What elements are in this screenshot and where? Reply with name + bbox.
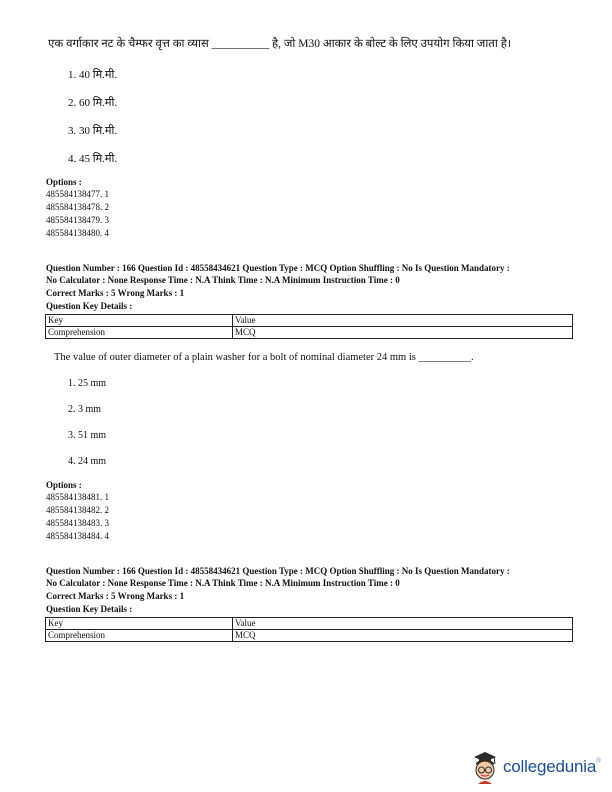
table-row bbox=[46, 315, 573, 327]
q2-option-4: 4. 24 mm bbox=[68, 456, 107, 467]
q2-option-id-2: 485584138482. 2 bbox=[46, 505, 109, 515]
question-1-text: एक वर्गाकार नट के चैम्फर वृत्त का व्यास __________ है, जो M30 आकार के बोल्ट के लिए उपयोग किया जाता है। bbox=[48, 38, 512, 50]
q2-option-3: 3. 51 mm bbox=[68, 430, 107, 441]
q1-option-3: 3. 30 मि.मी. bbox=[68, 125, 118, 137]
meta1-line1: Question Number : 166 Question Id : 48558434621 Question Type : MCQ Option Shuffling : No Is Question Mandatory : bbox=[46, 263, 510, 273]
q1-option-id-3: 485584138479. 3 bbox=[46, 215, 109, 225]
q1-option-id-4: 485584138480. 4 bbox=[46, 228, 109, 238]
q1-option-1: 1. 40 मि.मी. bbox=[68, 69, 118, 81]
q1-options-label: Options : bbox=[46, 177, 82, 187]
table-header-key: Key bbox=[46, 618, 233, 630]
table-cell-value: MCQ bbox=[233, 327, 573, 339]
question-2-text: The value of outer diameter of a plain washer for a bolt of nominal diameter 24 mm is __________. bbox=[54, 352, 474, 363]
meta1-key-table bbox=[45, 314, 573, 339]
q1-option-id-2: 485584138478. 2 bbox=[46, 202, 109, 212]
q2-option-id-1: 485584138481. 1 bbox=[46, 492, 109, 502]
collegedunia-logo-text: collegeduniaⓇ bbox=[503, 757, 601, 776]
table-row bbox=[46, 618, 573, 630]
q1-option-id-1: 485584138477. 1 bbox=[46, 189, 109, 199]
meta1-marks: Correct Marks : 5 Wrong Marks : 1 bbox=[46, 288, 185, 298]
meta2-line1: Question Number : 166 Question Id : 48558434621 Question Type : MCQ Option Shuffling : No Is Question Mandatory : bbox=[46, 566, 510, 576]
table-cell-key: Comprehension bbox=[46, 327, 233, 339]
q2-option-id-4: 485584138484. 4 bbox=[46, 531, 109, 541]
table-row bbox=[46, 630, 573, 642]
meta1-line2: No Calculator : None Response Time : N.A Think Time : N.A Minimum Instruction Time : 0 bbox=[46, 275, 400, 285]
table-header-value: Value bbox=[233, 618, 573, 630]
q1-option-2: 2. 60 मि.मी. bbox=[68, 97, 118, 109]
q2-options-label: Options : bbox=[46, 480, 82, 490]
meta2-marks: Correct Marks : 5 Wrong Marks : 1 bbox=[46, 591, 185, 601]
table-row bbox=[46, 327, 573, 339]
meta1-key-details: Question Key Details : bbox=[46, 301, 133, 311]
table-header-key: Key bbox=[46, 315, 233, 327]
meta2-key-table bbox=[45, 617, 573, 642]
table-cell-key: Comprehension bbox=[46, 630, 233, 642]
q2-option-id-3: 485584138483. 3 bbox=[46, 518, 109, 528]
table-header-value: Value bbox=[233, 315, 573, 327]
q2-option-1: 1. 25 mm bbox=[68, 378, 107, 389]
q2-option-2: 2. 3 mm bbox=[68, 404, 102, 415]
meta2-line2: No Calculator : None Response Time : N.A Think Time : N.A Minimum Instruction Time : 0 bbox=[46, 578, 400, 588]
q1-option-4: 4. 45 मि.मी. bbox=[68, 153, 118, 165]
table-cell-value: MCQ bbox=[233, 630, 573, 642]
meta2-key-details: Question Key Details : bbox=[46, 604, 133, 614]
